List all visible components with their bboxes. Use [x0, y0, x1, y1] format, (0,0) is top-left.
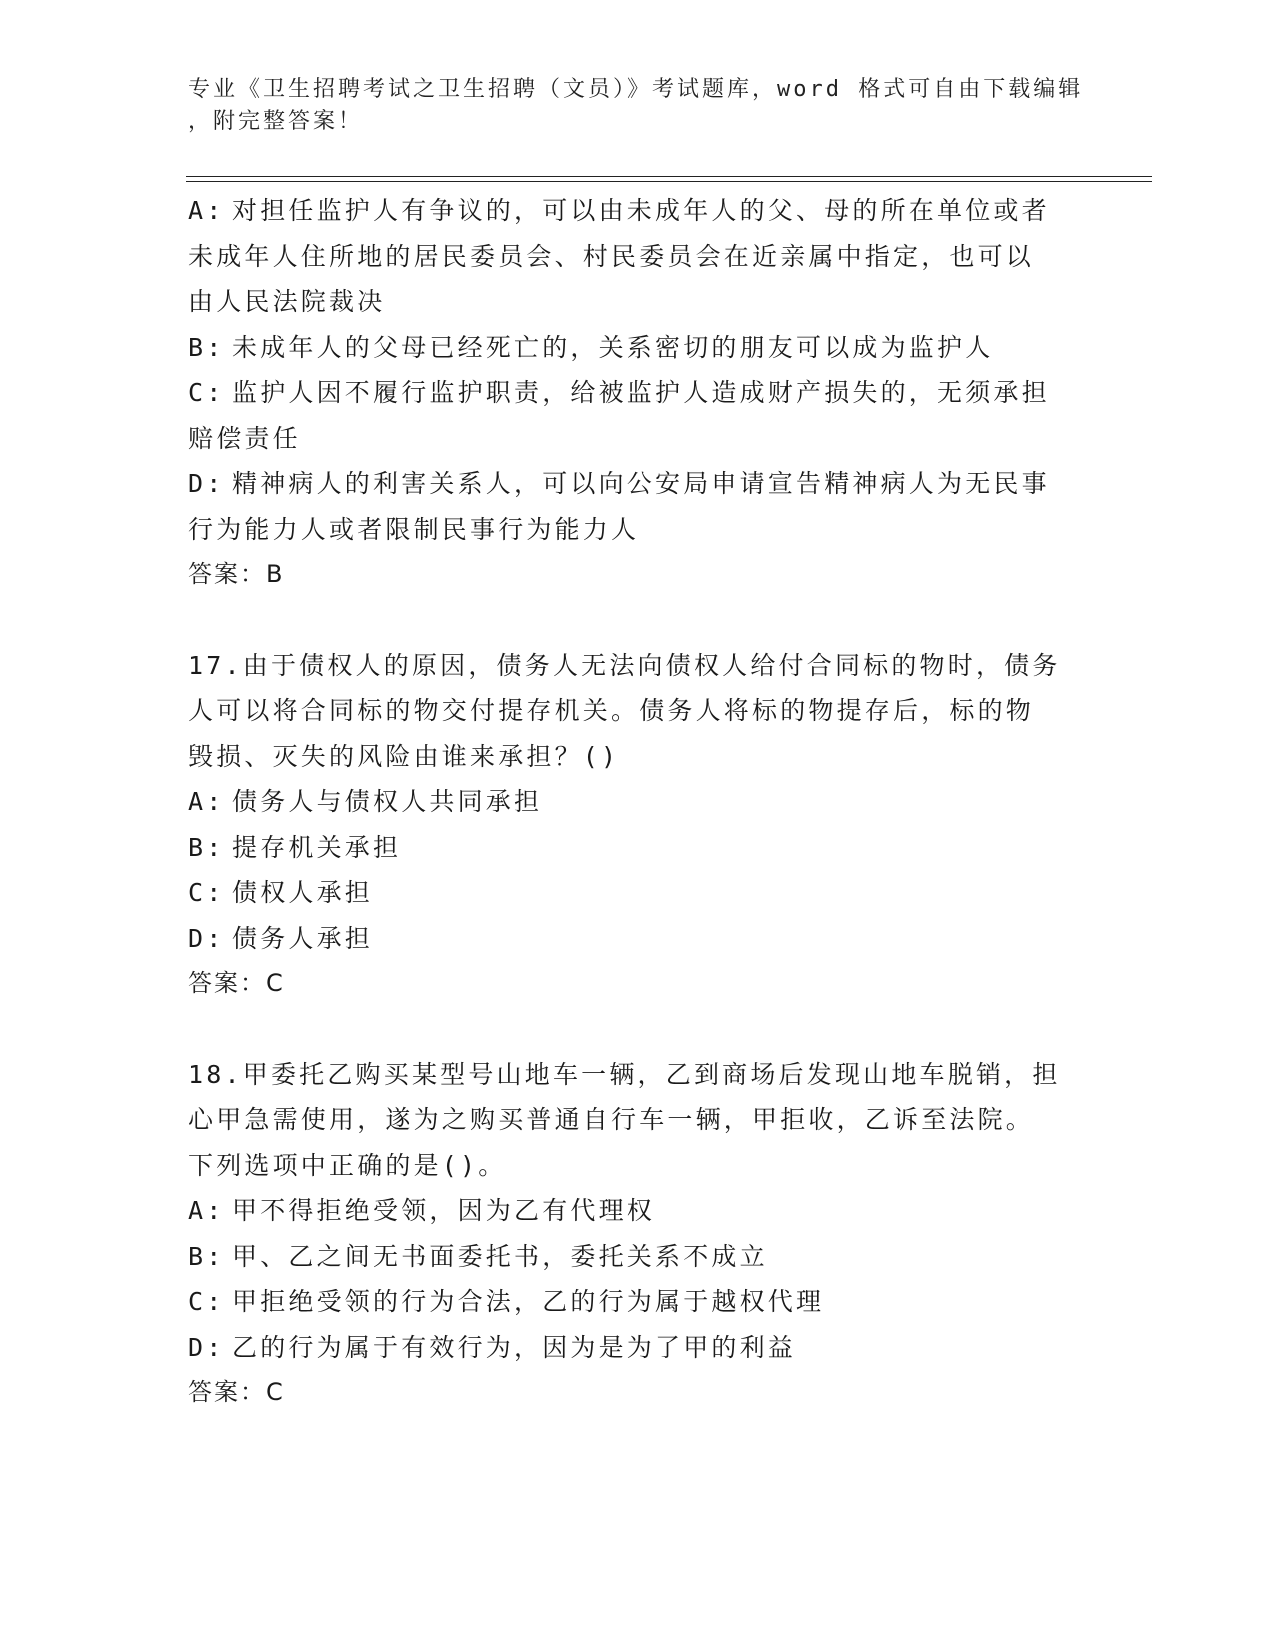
option-text: 甲、乙之间无书面委托书，委托关系不成立	[232, 1241, 768, 1271]
header-line-1: 专业《卫生招聘考试之卫生招聘（文员）》考试题库，word 格式可自由下载编辑	[188, 77, 1084, 102]
option-text: 甲不得拒绝受领，因为乙有代理权	[232, 1196, 656, 1225]
option-c	[188, 370, 1088, 416]
option-text: 精神病人的利害关系人，可以向公安局申请宣告精神病人为无民事	[232, 469, 1050, 498]
option-b	[188, 825, 1088, 871]
option-a-cont: 由人民法院裁决	[188, 287, 386, 316]
option-a	[188, 1188, 1088, 1234]
option-label: C:	[188, 1287, 225, 1316]
option-text: 提存机关承担	[232, 832, 402, 862]
spacer	[188, 1007, 1088, 1052]
option-d	[188, 1325, 1088, 1371]
question-stem: 17.由于债权人的原因，债务人无法向债权人给付合同标的物时，债务	[188, 650, 1061, 680]
question-stem-cont: 心甲急需使用，遂为之购买普通自行车一辆，甲拒收，乙诉至法院。	[188, 1105, 1035, 1134]
option-d	[188, 916, 1088, 962]
question-16	[188, 188, 1088, 598]
option-c	[188, 870, 1088, 916]
option-b	[188, 1234, 1088, 1280]
option-label: C:	[188, 378, 225, 407]
option-b	[188, 325, 1088, 371]
document-body	[188, 188, 1088, 1416]
option-c-cont: 赔偿责任	[188, 423, 301, 453]
option-label: C:	[188, 878, 225, 907]
header-divider	[186, 176, 1152, 182]
question-stem-cont: 下列选项中正确的是()。	[188, 1150, 507, 1180]
option-label: A:	[188, 1196, 225, 1225]
question-17	[188, 643, 1088, 1007]
option-label: A:	[188, 196, 225, 225]
spacer	[188, 598, 1088, 643]
option-text: 未成年人的父母已经死亡的，关系密切的朋友可以成为监护人	[232, 332, 994, 362]
question-stem-cont: 毁损、灭失的风险由谁来承担？()	[188, 741, 620, 771]
option-a	[188, 188, 1088, 234]
option-label: B:	[188, 1241, 225, 1271]
option-text: 债务人承担	[232, 923, 374, 953]
question-18	[188, 1052, 1088, 1416]
option-text: 监护人因不履行监护职责，给被监护人造成财产损失的，无须承担	[232, 378, 1050, 407]
header-line-2: ，附完整答案！	[188, 109, 364, 134]
option-label: D:	[188, 469, 225, 498]
option-c	[188, 1279, 1088, 1325]
option-label: A:	[188, 787, 225, 816]
option-label: B:	[188, 832, 225, 862]
option-d	[188, 461, 1088, 507]
answer: 答案：C	[188, 1378, 285, 1406]
option-text: 债权人承担	[232, 878, 374, 907]
option-a-cont: 未成年人住所地的居民委员会、村民委员会在近亲属中指定，也可以	[188, 241, 1035, 271]
document-header	[188, 74, 1088, 138]
question-stem: 18.甲委托乙购买某型号山地车一辆，乙到商场后发现山地车脱销，担	[188, 1059, 1061, 1089]
answer: 答案：C	[188, 969, 285, 997]
option-text: 对担任监护人有争议的，可以由未成年人的父、母的所在单位或者	[232, 196, 1050, 225]
question-stem-cont: 人可以将合同标的物交付提存机关。债务人将标的物提存后，标的物	[188, 696, 1035, 725]
option-label: D:	[188, 923, 225, 953]
option-a	[188, 779, 1088, 825]
option-label: D:	[188, 1332, 225, 1362]
option-text: 乙的行为属于有效行为，因为是为了甲的利益	[232, 1332, 797, 1362]
option-d-cont: 行为能力人或者限制民事行为能力人	[188, 514, 640, 544]
answer: 答案：B	[188, 560, 285, 588]
option-text: 债务人与债权人共同承担	[232, 787, 543, 816]
option-text: 甲拒绝受领的行为合法，乙的行为属于越权代理	[232, 1287, 825, 1316]
option-label: B:	[188, 332, 225, 362]
